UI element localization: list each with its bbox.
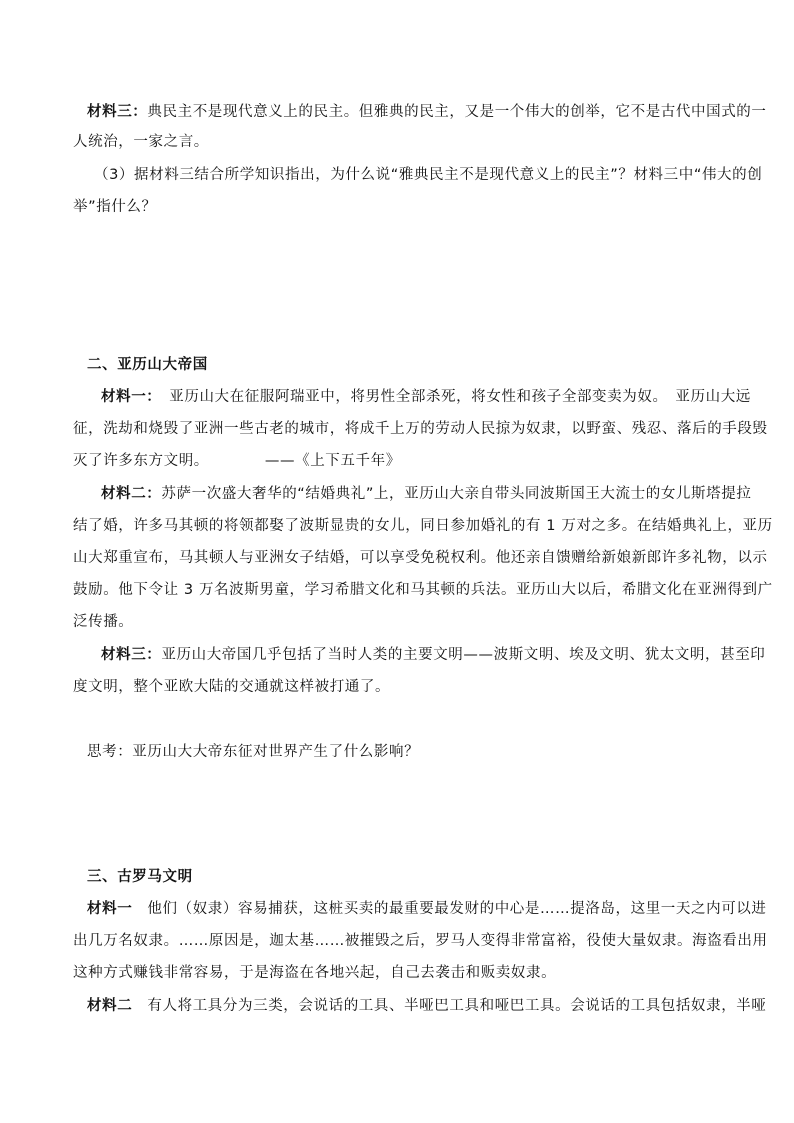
s2-m2-text: 苏萨一次盛大奢华的“结婚典礼”上，亚历山大亲自带头同波斯国王大流士的女儿斯塔提拉 [161,486,752,502]
s2-m1-source: ——《上下五千年》 [264,453,401,469]
question3-line-2: 举”指什么？ [73,199,157,215]
section2-heading: 二、亚历山大帝国 [87,357,208,373]
s3-m1-text: 他们（奴隶）容易捕获，这桩买卖的最重要最发财的中心是……提洛岛，这里一天之内可以进 [132,901,767,917]
material3-line-2: 人统治，一家之言。 [73,134,209,150]
material3-line-1 [87,102,767,122]
s2-m2-line-2: 结了婚，许多马其顿的将领都娶了波斯显贵的女儿，同日参加婚礼的有 1 万对之多。在结婚典礼上，亚历 [73,518,773,534]
s3-m1-line-2: 出几万名奴隶。……原因是，迦太基……被摧毁之后，罗马人变得非常富裕，役使大量奴隶。海盗看出用 [73,933,768,949]
s2-m2-line-4: 鼓励。他下令让 3 万名波斯男童，学习希腊文化和马其顿的兵法。亚历山大以后，希腊文化在亚洲得到广 [73,582,773,598]
s3-m1-label: 材料一 [87,901,133,917]
s2-m2-line-3: 山大郑重宣布，马其顿人与亚洲女子结婚，可以享受免税权利。他还亲自馈赠给新娘新郎许多礼物，以示 [73,550,768,566]
s2-m2-line-1 [101,484,752,504]
s2-m3-line-2: 度文明，整个亚欧大陆的交通就这样被打通了。 [73,679,391,695]
s2-m3-line-1 [101,645,766,665]
section3-heading: 三、古罗马文明 [87,869,193,885]
s2-m1-line-1 [101,387,751,407]
material3-text: 典民主不是现代意义上的民主。但雅典的民主，又是一个伟大的创举，它不是古代中国式的一 [147,104,767,120]
s2-m1-text-3: 灭了许多东方文明。 [73,453,209,469]
s2-m3-text: 亚历山大帝国几乎包括了当时人类的主要文明——波斯文明、埃及文明、犹太文明，甚至印 [161,647,766,663]
s2-m1-line-2: 征，洗劫和烧毁了亚洲一些古老的城市，将成千上万的劳动人民掠为奴隶，以野蛮、残忍、落后的手段毁 [73,421,768,437]
s3-m1-line-3: 这种方式赚钱非常容易，于是海盗在各地兴起，自己去袭击和贩卖奴隶。 [73,965,557,981]
s2-m2-label: 材料二： [101,486,162,502]
question3-line-1: （3）据材料三结合所学知识指出，为什么说“雅典民主不是现代意义上的民主”？材料三中“伟大的创 [94,167,763,183]
s3-m2-label: 材料二 [87,998,133,1014]
s2-m3-label: 材料三： [101,647,162,663]
s3-m1-line-1 [87,899,767,919]
s2-m1-line-3 [73,451,713,471]
s3-m2-text: 有人将工具分为三类，会说话的工具、半哑巴工具和哑巴工具。会说话的工具包括奴隶，半哑 [132,998,767,1014]
s3-m2-line-1 [87,996,767,1016]
s2-m1-label: 材料一： [101,389,155,405]
material3-label: 材料三： [87,104,148,120]
s2-m1-text: 亚历山大在征服阿瑞亚中，将男性全部杀死，将女性和孩子全部变卖为奴。 亚历山大远 [154,389,751,405]
s2-think: 思考：亚历山大大帝东征对世界产生了什么影响？ [87,744,420,760]
s2-m2-line-5: 泛传播。 [73,614,134,630]
